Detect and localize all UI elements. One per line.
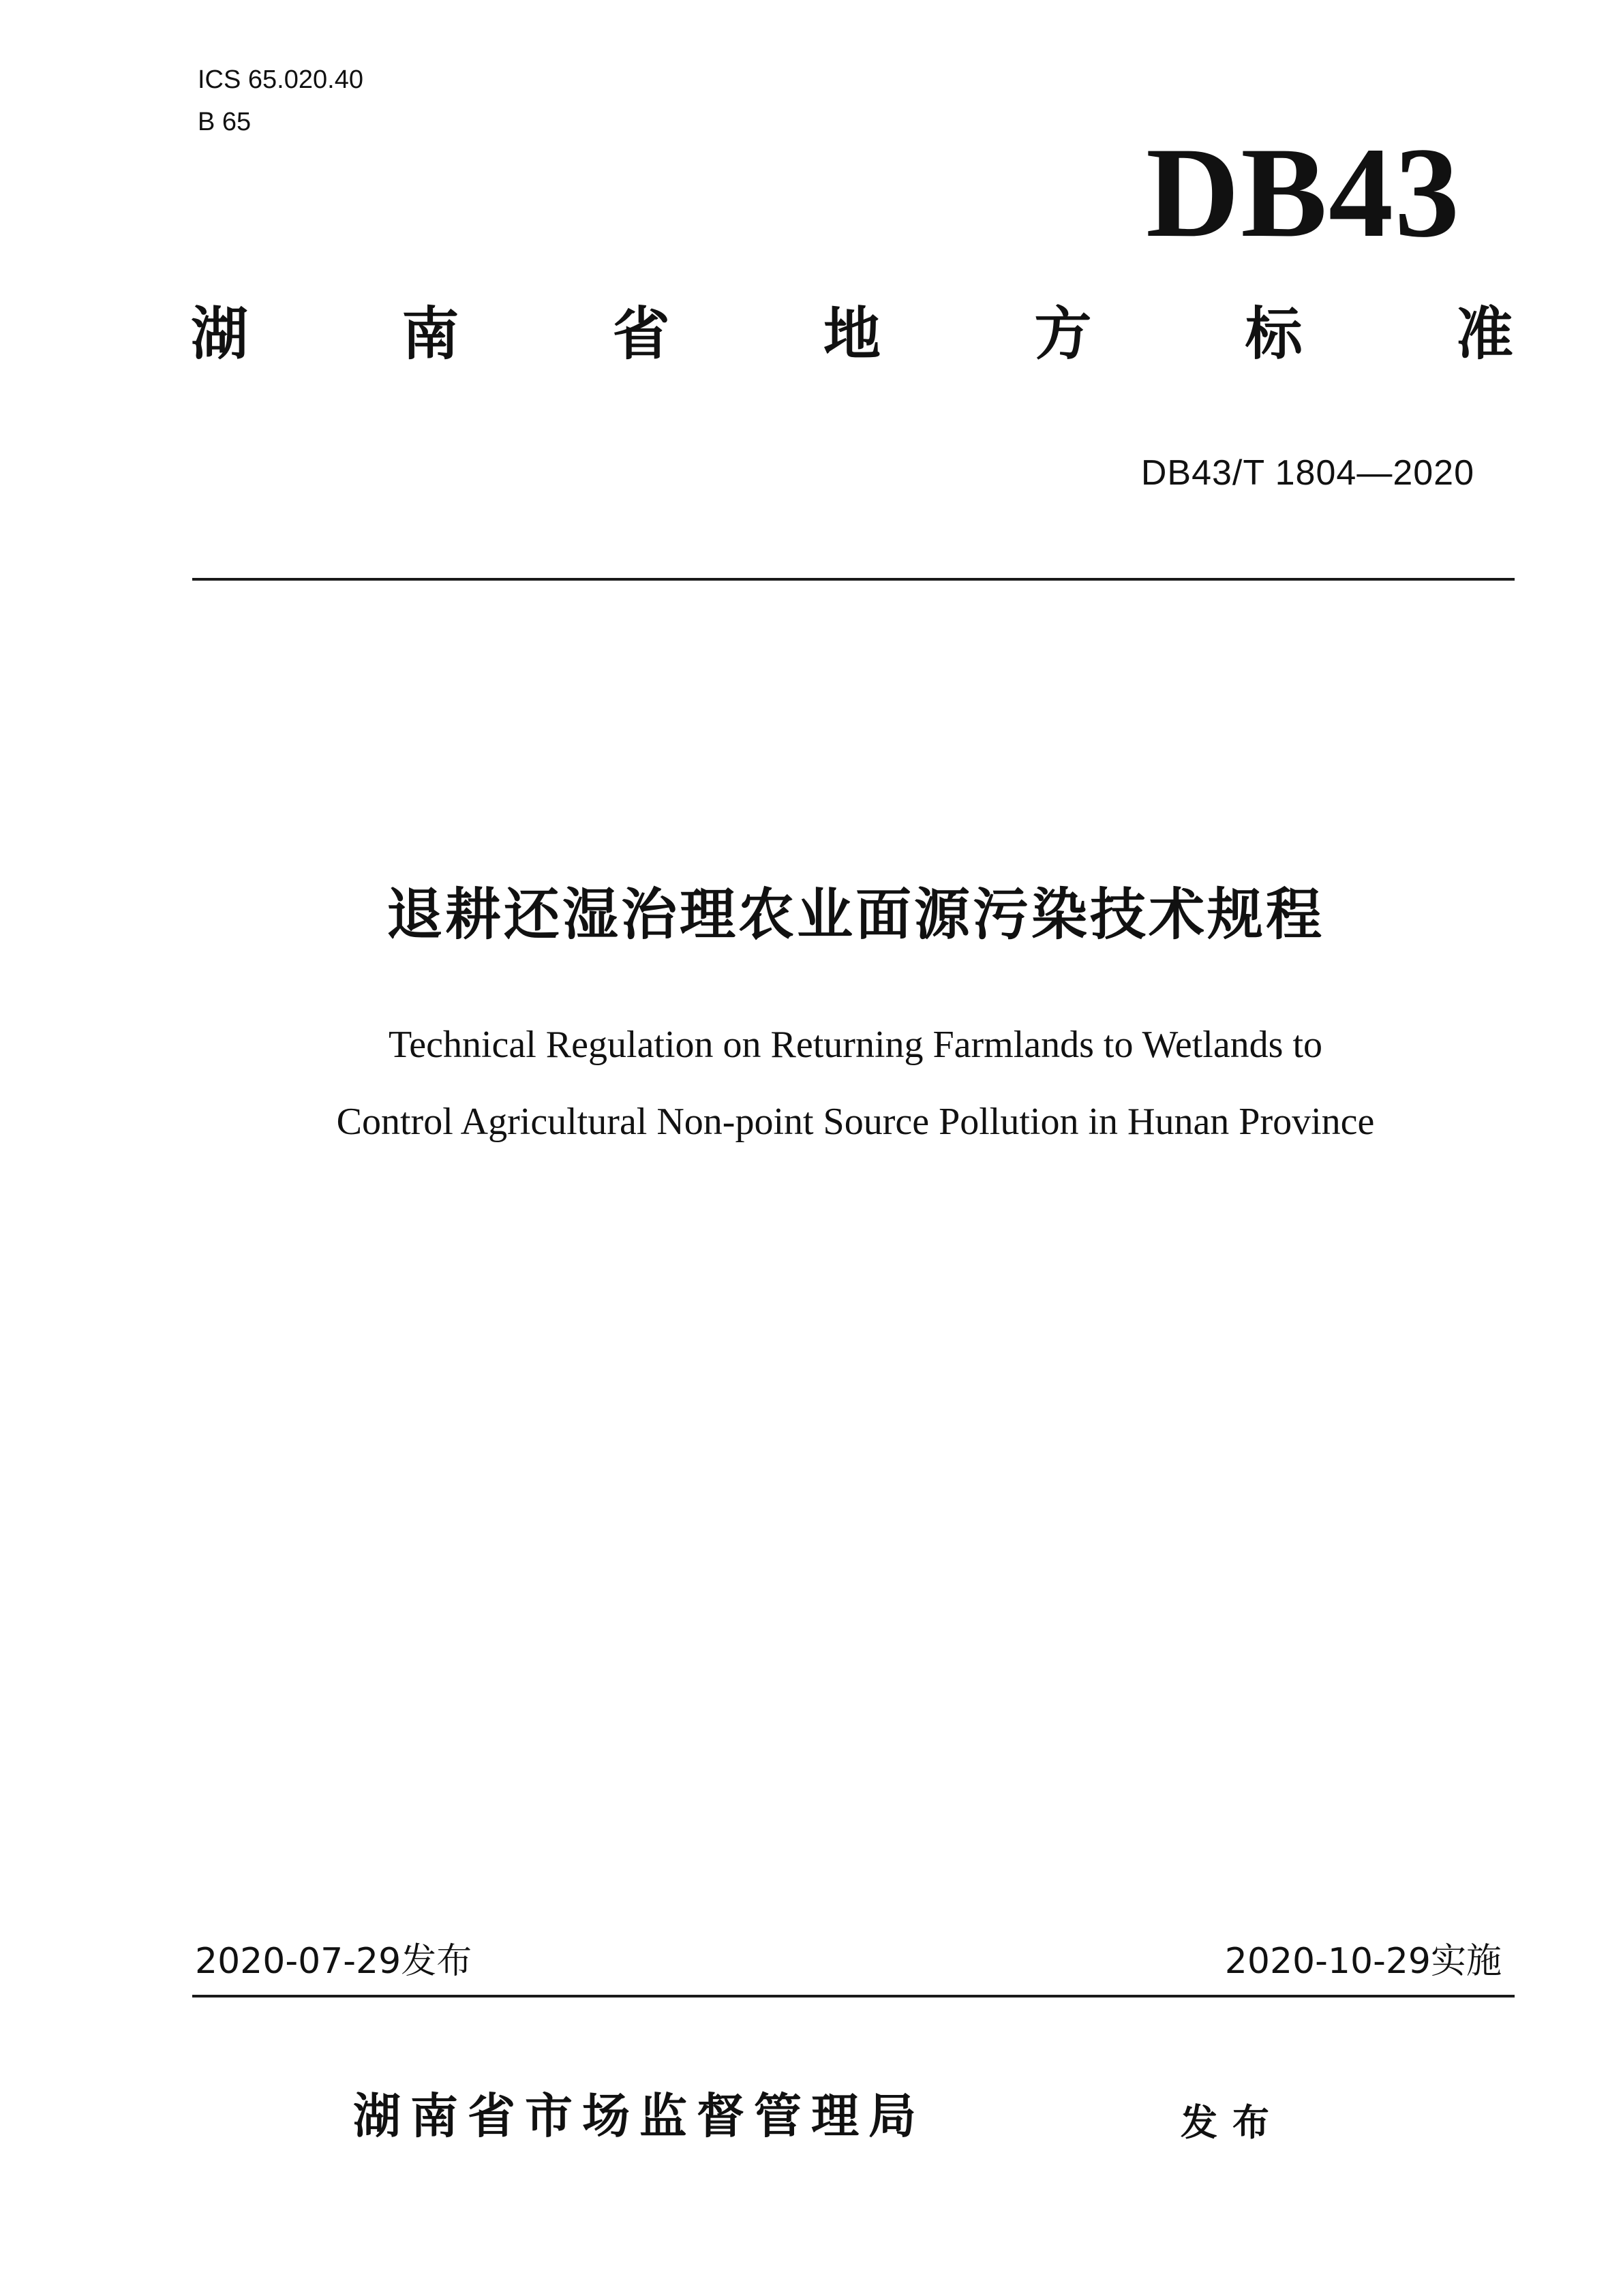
province-standard-code: DB43 <box>1146 121 1461 264</box>
publish-suffix: 发布 <box>1181 2101 1284 2144</box>
document-title-english-line-1: Technical Regulation on Returning Farmlands to Wetlands to <box>388 1024 1323 1066</box>
implementation-date: 2020-10-29实施 <box>1224 1941 1502 1982</box>
ics-code: ICS 65.020.40 <box>198 65 363 94</box>
document-title-chinese: 退耕还湿治理农业面源污染技术规程 <box>386 883 1324 947</box>
standard-type-char: 湖 <box>191 301 249 367</box>
publishing-authority: 湖南省市场监督管理局 <box>353 2088 926 2144</box>
standard-type-char: 标 <box>1245 301 1303 367</box>
publish-date: 2020-07-29发布 <box>195 1941 472 1982</box>
standard-type-char: 省 <box>612 301 670 367</box>
standard-type-char: 地 <box>823 301 881 367</box>
standard-type-char: 准 <box>1455 301 1513 367</box>
document-title-english-line-2: Control Agricultural Non-point Source Pollution in Hunan Province <box>336 1101 1375 1143</box>
standard-type-heading <box>191 301 1513 367</box>
top-divider <box>192 578 1515 581</box>
bottom-divider <box>192 1995 1515 1997</box>
ccs-code: B 65 <box>198 108 252 136</box>
standard-type-char: 方 <box>1034 301 1092 367</box>
standard-type-char: 南 <box>401 301 459 367</box>
standard-number: DB43/T 1804—2020 <box>1140 453 1474 493</box>
